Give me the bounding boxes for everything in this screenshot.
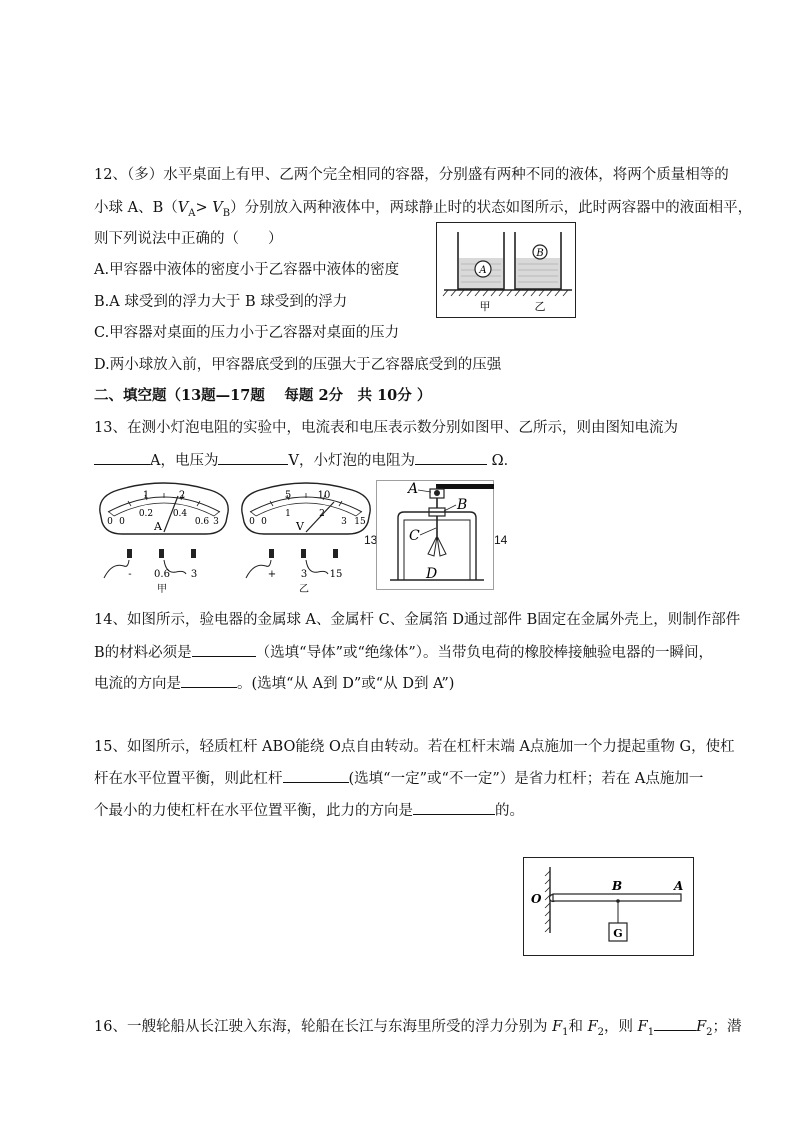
svg-text:3: 3 [341, 517, 347, 527]
q14-line3: 电流的方向是 。(选填“从 A到 D”或“从 D到 A”) [94, 673, 454, 694]
q12-option-a: A.甲容器中液体的密度小于乙容器中液体的密度 [94, 262, 400, 278]
svg-text:0.6: 0.6 [154, 569, 170, 580]
svg-text:0.6: 0.6 [194, 517, 210, 527]
q14-line1: 14、如图所示，验电器的金属球 A、金属杆 C、金属箔 D通过部件 B固定在金属外壳上，则制作部件 [94, 612, 741, 628]
svg-text:甲: 甲 [157, 584, 167, 594]
q12-line3: 则下列说法中正确的（ ） [94, 231, 283, 247]
svg-text:0: 0 [119, 517, 125, 527]
force-direction-blank[interactable] [413, 800, 495, 815]
q13-line2: A，电压为 V，小灯泡的电阻为 Ω． [94, 450, 518, 471]
electroscope-figure [376, 480, 494, 590]
q12-option-d: D.两小球放入前，甲容器底受到的压强大于乙容器底受到的压强 [94, 357, 502, 373]
svg-text:A: A [154, 520, 162, 533]
svg-text:0: 0 [249, 517, 255, 527]
svg-text:乙: 乙 [299, 584, 309, 594]
material-blank[interactable] [192, 642, 256, 657]
q12-option-c: C.甲容器对桌面的压力小于乙容器对桌面的压力 [94, 325, 400, 341]
svg-text:V: V [296, 520, 304, 533]
voltmeter-figure [236, 482, 376, 594]
svg-text:15: 15 [329, 569, 343, 580]
ammeter-terminals [104, 549, 196, 578]
svg-text:B: B [457, 497, 468, 513]
svg-text:15: 15 [354, 517, 366, 527]
section-title: 二、填空题（13题—17题 每题 2分 共 10分 ） [94, 387, 432, 404]
q16-line1: 16、一艘轮船从长江驶入东海，轮船在长江与东海里所受的浮力分别为 $F_1$和 $F_2$，则 $F_1$ $F_2$；潜 [94, 1016, 742, 1043]
svg-text:A: A [408, 481, 419, 497]
lever-figure [523, 857, 694, 956]
svg-text:1: 1 [285, 509, 291, 519]
containers-figure [436, 222, 576, 318]
resistance-blank[interactable] [415, 450, 487, 465]
svg-text:0: 0 [261, 517, 267, 527]
svg-text:D: D [426, 566, 438, 582]
lever-type-blank[interactable] [283, 768, 349, 783]
q12-line2: 小球 A、$B(V_A> V_B)$分别放入两种液体中，两球静止时的状态如图所示，此时两容器中的液面相平， [94, 200, 753, 219]
svg-text:3: 3 [190, 569, 198, 580]
svg-text:O: O [531, 892, 542, 906]
q15-line2: 杆在水平位置平衡，则此杠杆 (选填“一定”或“不一定”）是省力杠杆；若在 A点施加一 [94, 768, 703, 789]
container-yi [515, 232, 561, 289]
current-blank[interactable] [94, 450, 150, 465]
q12-line1: 12、（多）水平桌面上有甲、乙两个完全相同的容器，分别盛有两种不同的液体，将两个质量相等的 [94, 167, 729, 183]
svg-text:+: + [267, 569, 277, 580]
q13-line1: 13、在测小灯泡电阻的实验中，电流表和电压表示数分别如图甲、乙所示，则由图知电流为 [94, 420, 678, 436]
svg-text:2: 2 [178, 490, 186, 501]
q15-line3: 个最小的力使杠杆在水平位置平衡，此力的方向是 的。 [94, 800, 524, 821]
label-yi: 乙 [534, 300, 546, 313]
svg-text:0.4: 0.4 [172, 509, 188, 519]
voltmeter-terminals [246, 549, 338, 578]
svg-text:C: C [409, 528, 420, 544]
figure-number-13: 13 [364, 533, 378, 547]
figure-number-14: 14 [494, 533, 508, 547]
container-jia [458, 232, 504, 289]
svg-text:B: B [536, 248, 544, 259]
svg-text:0.2: 0.2 [138, 509, 154, 519]
svg-text:2: 2 [319, 509, 325, 519]
svg-text:0: 0 [107, 517, 113, 527]
svg-text:1: 1 [142, 490, 150, 501]
svg-text:3: 3 [300, 569, 308, 580]
svg-text:A: A [674, 879, 684, 893]
ammeter-figure [94, 482, 234, 594]
svg-text:G: G [613, 927, 623, 940]
label-jia: 甲 [479, 300, 491, 313]
q12-option-b: B.A 球受到的浮力大于 B 球受到的浮力 [94, 294, 348, 310]
buoyancy-compare-blank[interactable] [654, 1016, 696, 1031]
svg-text:5: 5 [284, 490, 292, 501]
current-direction-blank[interactable] [181, 673, 237, 688]
svg-text:3: 3 [213, 517, 219, 527]
svg-text:10: 10 [317, 490, 331, 501]
q14-line2: B的材料必须是 （选填“导体”或“绝缘体”）。当带负电荷的橡胶棒接触验电器的一瞬间， [94, 642, 713, 663]
svg-text:-: - [128, 569, 132, 580]
q15-line1: 15、如图所示，轻质杠杆 ABO能绕 O点自由转动。若在杠杆末端 A点施加一个力提起重物 G，使杠 [94, 739, 735, 755]
svg-text:B: B [612, 879, 623, 893]
voltage-blank[interactable] [218, 450, 288, 465]
svg-text:A: A [479, 265, 487, 276]
